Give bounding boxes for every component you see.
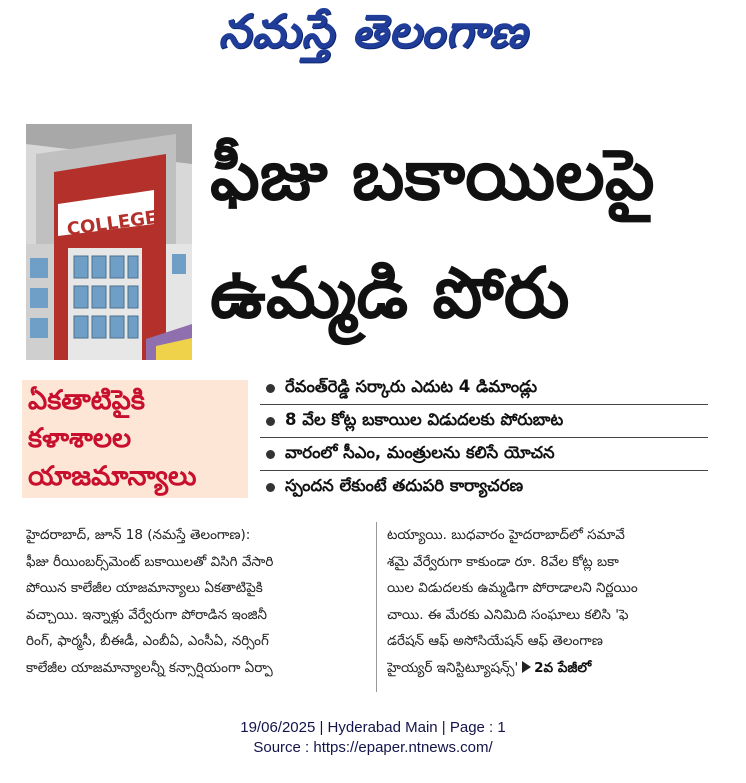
college-sign-text: COLLEGE [65, 206, 159, 241]
bullet-dot-icon [266, 450, 275, 459]
body-line: హైదరాబాద్, జూన్ 18 (నమస్తే తెలంగాణ): [26, 527, 251, 543]
masthead-logo: నమస్తే తెలంగాణ [218, 4, 528, 58]
article-column-1 [26, 522, 366, 681]
kicker-box [22, 380, 248, 498]
headline-line-2: ఉమ్మడి పోరు [210, 252, 570, 334]
body-line: రింగ్, ఫార్మసీ, బీఈడీ, ఎంబీఏ, ఎంసీఏ, నర్సింగ్ [26, 633, 269, 649]
footer-source-link[interactable]: Source : https://epaper.ntnews.com/ [253, 739, 493, 756]
college-building-image [26, 124, 192, 360]
body-line: డరేషన్ ఆఫ్ అసోసియేషన్ ఆఫ్ తెలంగాణ [387, 633, 603, 649]
kicker-line: ఏకతాటిపైకి [28, 385, 145, 416]
body-line: చాయి. ఈ మేరకు ఎనిమిది సంఘాలు కలిసి 'ఫె [387, 606, 629, 623]
bullet-text: స్పందన లేకుంటే తదుపరి కార్యాచరణ [285, 475, 524, 495]
bullet-item [260, 372, 708, 405]
body-line: పోయిన కాలేజీల యాజమాన్యాలు ఏకతాటిపైకి [26, 580, 263, 596]
continued-label: 2వ పేజీలో [534, 659, 592, 676]
college-illustration [26, 124, 192, 360]
column-divider [376, 522, 377, 692]
highlight-bullets [260, 372, 708, 503]
continued-link[interactable] [518, 660, 591, 676]
footer-edition-info: 19/06/2025 | Hyderabad Main | Page : 1 [240, 719, 506, 736]
bullet-text: వారంలో సీఎం, మంత్రులను కలిసే యోచన [285, 442, 555, 462]
arrow-right-icon [522, 661, 531, 673]
bullet-text: రేవంత్‌రెడ్డి సర్కారు ఎదుట 4 డిమాండ్లు [285, 376, 538, 396]
bullet-item [260, 471, 708, 503]
kicker-line: కళాశాలల [28, 423, 132, 454]
body-line: యిల విడుదలకు ఉమ్మడిగా పోరాడాలని నిర్ణయిం [387, 580, 638, 596]
bullet-dot-icon [266, 384, 275, 393]
body-line: టయ్యాయి. బుధవారం హైదరాబాద్‌లో సమావే [387, 527, 625, 543]
body-line: శమై వేర్వేరుగా కాకుండా రూ. 8వేల కోట్ల బకా [387, 553, 619, 570]
body-line: వచ్చాయి. ఇన్నాళ్లు వేర్వేరుగా పోరాడిన ఇంజినీ [26, 606, 268, 623]
bullet-item [260, 405, 708, 438]
body-line: ఫీజు రీయింబర్స్‌మెంట్ బకాయిలతో విసిగి వేసారి [26, 553, 274, 570]
headline-line-1: ఫీజు బకాయిలపై [210, 134, 655, 216]
bullet-dot-icon [266, 483, 275, 492]
body-line-last [387, 655, 723, 682]
bullet-text: 8 వేల కోట్ల బకాయిల విడుదలకు పోరుబాట [285, 409, 564, 429]
body-line-text: హైయ్యర్ ఇనిస్టిట్యూషన్స్' [387, 659, 519, 676]
kicker-line: యాజమాన్యాలు [28, 461, 197, 492]
body-line: కాలేజీల యాజమాన్యాలన్నీ కన్సార్షియంగా ఏర్పా [26, 659, 273, 676]
bullet-item [260, 438, 708, 471]
article-column-2 [387, 522, 723, 681]
page-footer [0, 718, 746, 758]
bullet-dot-icon [266, 417, 275, 426]
